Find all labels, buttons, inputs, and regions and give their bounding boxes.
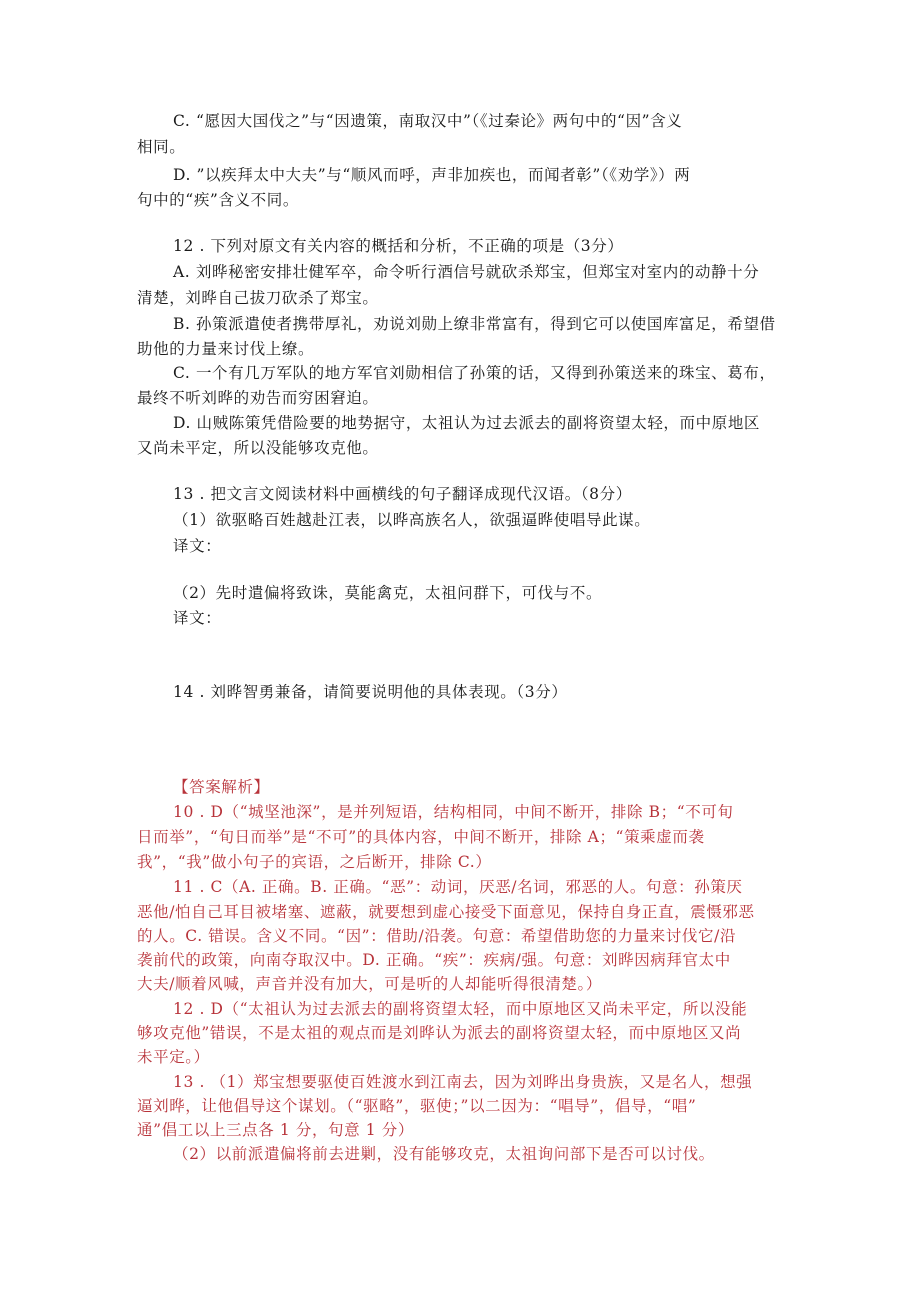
q12-stem: 12 . 下列对原文有关内容的概括和分析，不正确的项是（3分）	[173, 237, 624, 255]
q13-translation-label-2: 译文：	[173, 609, 222, 627]
answer-11-line2: 恶他/怕自己耳目被堵塞、遮蔽，就要想到虚心接受下面意见，保持自身正直，震慑邪恶	[137, 903, 755, 921]
answer-11-line1: 11 . C（A. 正确。B. 正确。“恶”：动词，厌恶/名词，邪恶的人。句意：孙策厌	[173, 878, 743, 896]
q12-option-a-line1: A. 刘晔秘密安排壮健军卒，命令听行酒信号就砍杀郑宝，但郑宝对室内的动静十分	[173, 263, 760, 281]
q12-option-a-line2: 清楚，刘晔自己拔刀砍杀了郑宝。	[137, 289, 379, 307]
q11-option-d-line1: D. ”以疾拜太中大夫”与“顺风而呼，声非加疾也，而闻者彰”（《劝学》）两	[173, 166, 691, 184]
answer-13-line1: 13 . （1）郑宝想要驱使百姓渡水到江南去，因为刘晔出身贵族，又是名人，想强	[173, 1073, 753, 1091]
q12-option-c-line1: C. 一个有几万军队的地方军官刘勋相信了孙策的话，又得到孙策送来的珠宝、葛布，	[173, 364, 776, 382]
answer-13-line3: 通”倡工以上三点各 1 分，句意 1 分）	[137, 1121, 414, 1139]
answer-12-line3: 未平定。）	[137, 1048, 210, 1066]
answer-header: 【答案解析】	[173, 778, 270, 796]
answer-12-line2: 够攻克他”错误，不是太祖的观点而是刘晔认为派去的副将资望太轻，而中原地区又尚	[137, 1024, 742, 1042]
q13-stem: 13 . 把文言文阅读材料中画横线的句子翻译成现代汉语。（8分）	[173, 485, 632, 503]
q12-option-d-line1: D. 山贼陈策凭借险要的地势据守，太祖认为过去派去的副将资望太轻，而中原地区	[173, 414, 761, 432]
q13-translation-label-1: 译文：	[173, 537, 222, 555]
q11-option-c-line1: C. “愿因大国伐之”与“因遗策，南取汉中”（《过秦论》两句中的“因”含义	[173, 112, 683, 130]
answer-11-line3: 的人。C. 错误。含义不同。“因”：借助/沿袭。句意：希望借助您的力量来讨伐它/沿	[137, 927, 737, 945]
answer-10-line3: 我”，“我”做小句子的宾语，之后断开，排除 C.）	[137, 853, 492, 871]
q12-option-c-line2: 最终不听刘晔的劝告而穷困窘迫。	[137, 389, 379, 407]
q11-option-d-line2: 句中的“疾”含义不同。	[137, 191, 299, 209]
answer-12-line1: 12 . D（“太祖认为过去派去的副将资望太轻，而中原地区又尚未平定，所以没能	[173, 1000, 748, 1018]
q11-option-c-line2: 相同。	[137, 138, 186, 156]
answer-13-line4: （2）以前派遣偏将前去进剿，没有能够攻克，太祖询问部下是否可以讨伐。	[173, 1145, 715, 1163]
q12-option-b-line2: 助他的力量来讨伐上缭。	[137, 340, 315, 358]
q13-sentence-2: （2）先时遣偏将致诛，莫能禽克，太祖问群下，可伐与不。	[173, 584, 603, 602]
q12-option-b-line1: B. 孙策派遣使者携带厚礼，劝说刘勋上缭非常富有，得到它可以使国库富足，希望借	[173, 315, 776, 333]
answer-11-line4: 袭前代的政策，向南夺取汉中。D. 正确。“疾”：疾病/强。句意：刘晔因病拜官太中	[137, 951, 731, 969]
answer-10-line2: 日而举”，“旬日而举”是“不可”的具体内容，中间不断开，排除 A；“策乘虚而袭	[137, 828, 705, 846]
answer-13-line2: 逼刘晔，让他倡导这个谋划。（“驱略”，驱使；”以二因为：“唱导”，倡导，“唱”	[137, 1097, 697, 1115]
q14-stem: 14 . 刘晔智勇兼备，请简要说明他的具体表现。（3分）	[173, 683, 568, 701]
q13-sentence-1: （1）欲驱略百姓越赴江表，以晔高族名人，欲强逼晔使唱导此谋。	[173, 511, 651, 529]
answer-11-line5: 大夫/顺着风喊，声音并没有加大，可是听的人却能听得很清楚。）	[137, 975, 602, 993]
answer-10-line1: 10 . D（“城坚池深”，是并列短语，结构相同，中间不断开，排除 B；“不可旬	[173, 803, 734, 821]
q12-option-d-line2: 又尚未平定，所以没能够攻克他。	[137, 439, 379, 457]
